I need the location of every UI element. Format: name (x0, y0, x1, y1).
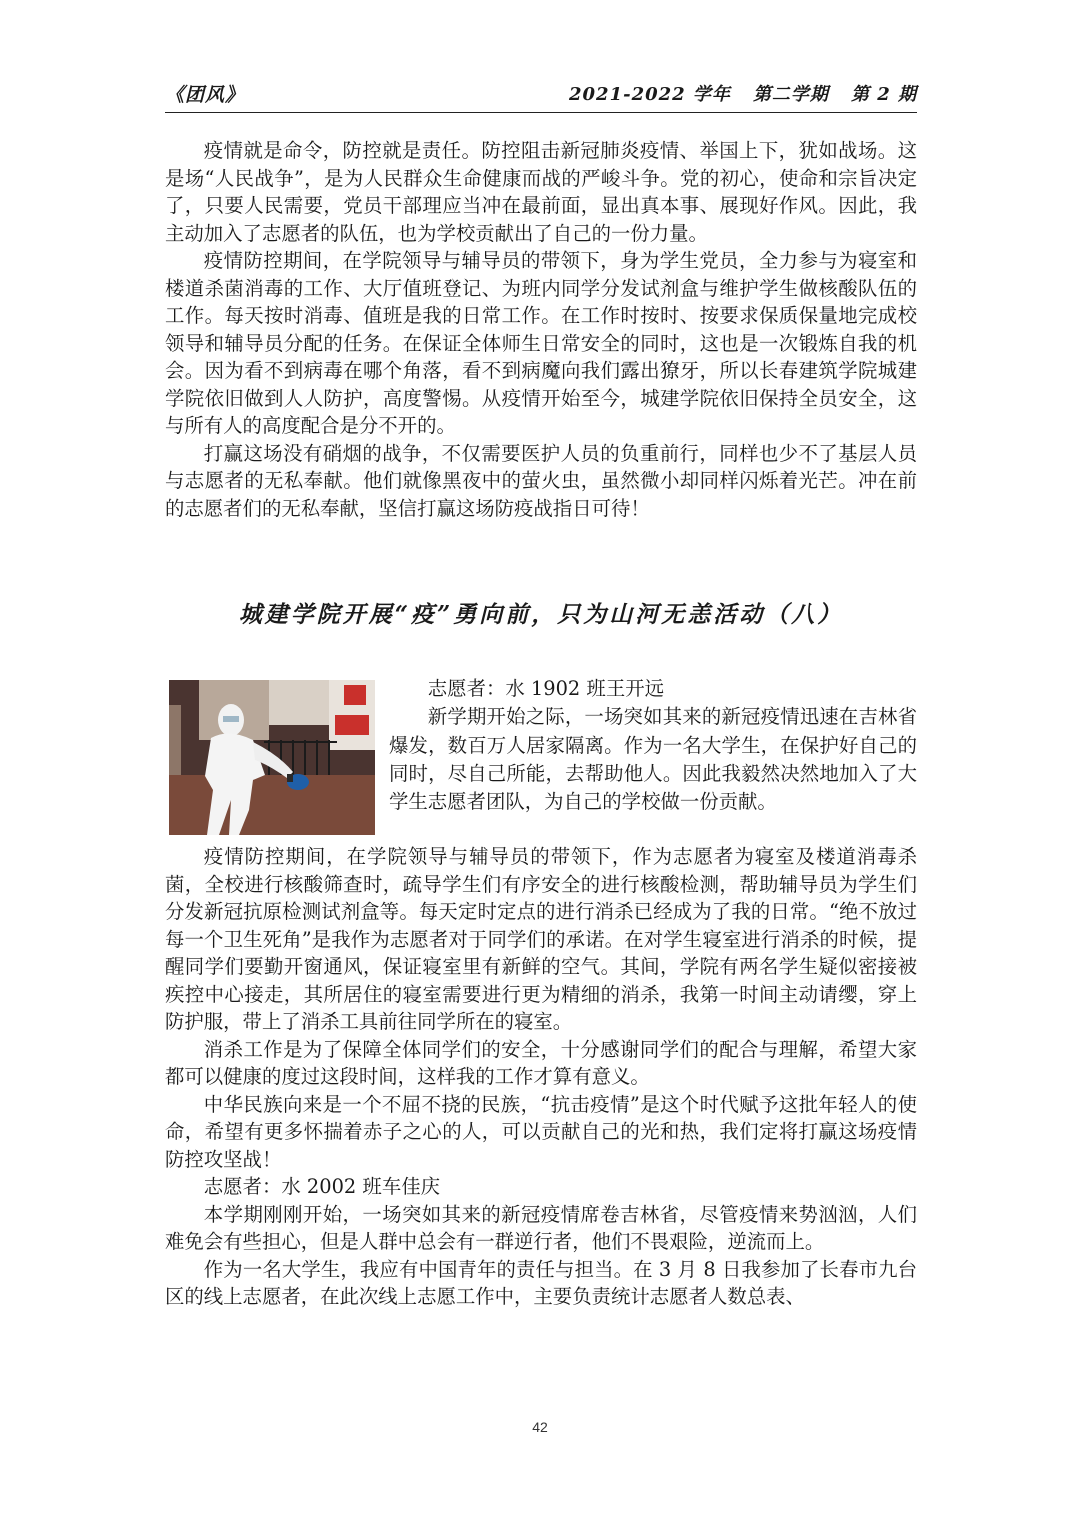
page-number: 42 (532, 1419, 548, 1435)
paragraph: 疫情就是命令，防控就是责任。防控阻击新冠肺炎疫情、举国上下，犹如战场。这是场“人民战争”，是为人民群众生命健康而战的严峻斗争。党的初心，使命和宗旨决定了，只要人民需要，党员干部理应当冲在最前面，显出真本事、展现好作风。因此，我主动加入了志愿者的队伍，也为学校贡献出了自己的一份力量。 (165, 139, 917, 245)
paragraph: 本学期刚刚开始，一场突如其来的新冠疫情席卷吉林省，尽管疫情来势汹汹，人们难免会有些担心，但是人群中总会有一群逆行者，他们不畏艰险，逆流而上。 (165, 1202, 917, 1253)
volunteer-photo-illustration (169, 680, 375, 835)
body-text (165, 843, 917, 1311)
publication-title: 《团风》 (165, 84, 246, 106)
paragraph: 作为一名大学生，我应有中国青年的责任与担当。在 3 月 8 日我参加了长春市九台区的线上志愿者，在此次线上志愿工作中，主要负责统计志愿者人数总表、 (165, 1257, 917, 1308)
paragraph: 疫情防控期间，在学院领导与辅导员的带领下，身为学生党员，全力参与为寝室和楼道杀菌消毒的工作、大厅值班登记、为班内同学分发试剂盒与维护学生做核酸队伍的工作。每天按时消毒、值班是我的日常工作。在工作时按时、按要求保质保量地完成校领导和辅导员分配的任务。在保证全体师生日常安全的同时，这也是一次锻炼自我的机会。因为看不到病毒在哪个角落，看不到病魔向我们露出獠牙，所以长春建筑学院城建学院依旧做到人人防护，高度警惕。从疫情开始至今，城建学院依旧保持全员安全，这与所有人的高度配合是分不开的。 (165, 249, 917, 437)
photo-side-text (389, 675, 917, 816)
semester: 第二学期 (752, 84, 829, 105)
paragraph: 消杀工作是为了保障全体同学们的安全，十分感谢同学们的配合与理解，希望大家都可以健康的度过这段时间，这样我的工作才算有意义。 (165, 1037, 917, 1088)
paragraph: 疫情防控期间，在学院领导与辅导员的带领下，作为志愿者为寝室及楼道消毒杀菌，全校进行核酸筛查时，疏导学生们有序安全的进行核酸检测，帮助辅导员为学生们分发新冠抗原检测试剂盒等。每天定时定点的进行消杀已经成为了我的日常。“绝不放过每一个卫生死角”是我作为志愿者对于同学们的承诺。在对学生寝室进行消杀的时候，提醒同学们要勤开窗通风，保证寝室里有新鲜的空气。其间，学院有两名学生疑似密接被疾控中心接走，其所居住的寝室需要进行更为精细的消杀，我第一时间主动请缨，穿上防护服，带上了消杀工具前往同学所在的寝室。 (165, 845, 917, 1033)
issue-info (547, 80, 917, 106)
section-title: 城建学院开展“疫”勇向前，只为山河无恙活动（八） (238, 601, 844, 628)
volunteer-byline: 志愿者：水 2002 班车佳庆 (203, 1175, 440, 1198)
paragraph: 打赢这场没有硝烟的战争，不仅需要医护人员的负重前行，同样也少不了基层人员与志愿者的无私奉献。他们就像黑夜中的萤火虫，虽然微小却同样闪烁着光芒。冲在前的志愿者们的无私奉献，坚信打赢这场防疫战指日可待！ (165, 441, 917, 520)
paragraph: 新学期开始之际，一场突如其来的新冠疫情迅速在吉林省爆发，数百万人居家隔离。作为一名大学生，在保护好自己的同时，尽自己所能，去帮助他人。因此我毅然决然地加入了大学生志愿者团队，为自己的学校做一份贡献。 (389, 705, 917, 814)
intro-text (165, 137, 917, 522)
issue-number: 第 2 期 (850, 84, 917, 105)
paragraph: 中华民族向来是一个不屈不挠的民族，“抗击疫情”是这个时代赋予这批年轻人的使命，希望有更多怀揣着赤子之心的人，可以贡献自己的光和热，我们定将打赢这场疫情防控攻坚战！ (165, 1092, 917, 1171)
volunteer-byline: 志愿者：水 1902 班王开远 (427, 677, 664, 700)
page-header (165, 78, 917, 113)
volunteer-photo (169, 680, 375, 835)
academic-year: 2021-2022 学年 (569, 84, 731, 105)
